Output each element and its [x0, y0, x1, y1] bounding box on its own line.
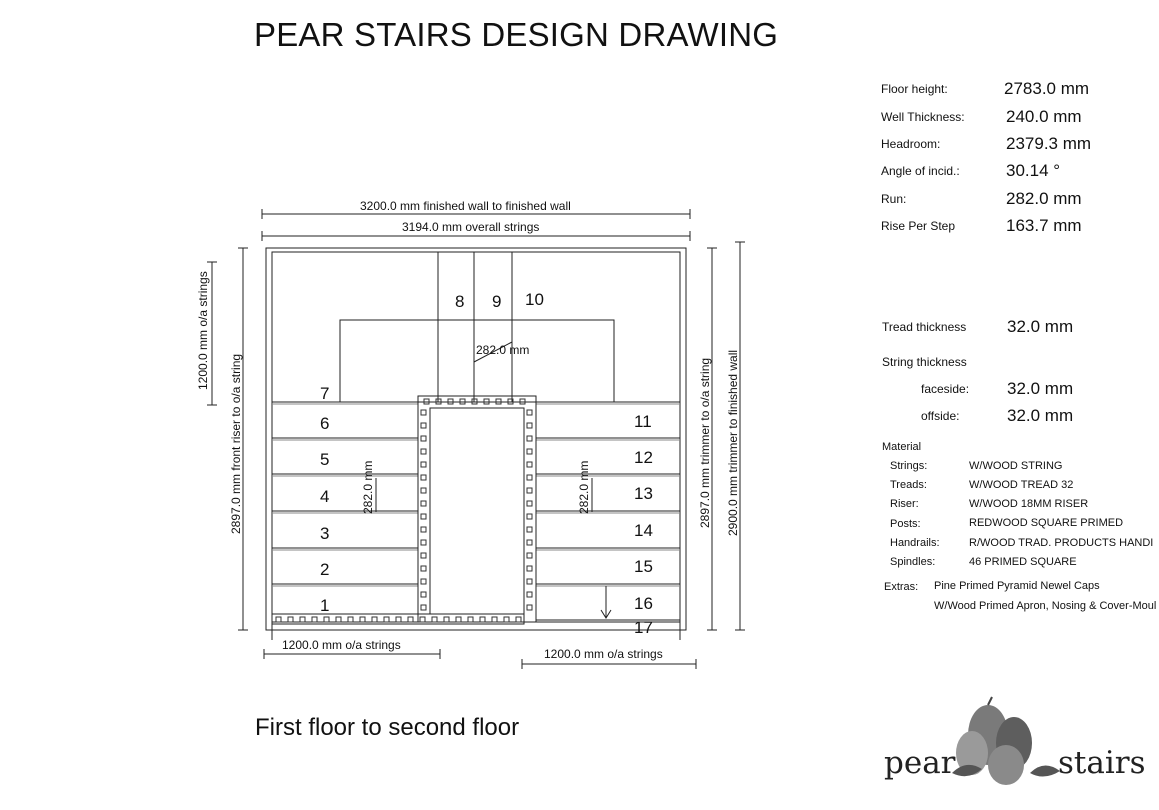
run-label: Run:: [881, 192, 907, 206]
spindle: [527, 579, 532, 584]
material-label-strings: Strings:: [890, 460, 928, 472]
logo-text-stairs: stairs: [1058, 745, 1146, 781]
spindle: [396, 617, 401, 622]
spindle: [421, 462, 426, 467]
well-thickness-value: 240.0 mm: [1006, 107, 1082, 126]
dim-overall-strings: 3194.0 mm overall strings: [402, 220, 540, 234]
going-arrows: [376, 342, 592, 512]
faceside-value: 32.0 mm: [1007, 379, 1074, 398]
spindle: [504, 617, 509, 622]
spindle: [421, 501, 426, 506]
material-value-posts: REDWOOD SQUARE PRIMED: [969, 517, 1124, 529]
logo-text-pear: pear: [884, 745, 956, 781]
step-4: 4: [320, 487, 330, 506]
spindle: [300, 617, 305, 622]
spindle: [480, 617, 485, 622]
step-16: 16: [634, 594, 653, 613]
string-thickness-label: String thickness: [882, 355, 967, 369]
spindle: [421, 592, 426, 597]
spindle: [360, 617, 365, 622]
material-value-strings: W/WOOD STRING: [969, 460, 1063, 472]
spindle: [456, 617, 461, 622]
dim-bottom-left: 1200.0 mm o/a strings: [282, 638, 401, 652]
dim-wall-to-wall: 3200.0 mm finished wall to finished wall: [360, 199, 571, 213]
material-heading: Material: [882, 441, 922, 453]
dim-trimmer-wall: 2900.0 mm trimmer to finished wall: [726, 349, 740, 536]
spindle: [408, 617, 413, 622]
headroom-label: Headroom:: [881, 137, 941, 151]
well-thickness-label: Well Thickness:: [881, 110, 965, 124]
spindle: [527, 605, 532, 610]
spindle: [444, 617, 449, 622]
step-2: 2: [320, 560, 330, 579]
spindle: [527, 566, 532, 571]
material-value-treads: W/WOOD TREAD 32: [969, 479, 1074, 491]
spindle: [421, 605, 426, 610]
run-value: 282.0 mm: [1006, 189, 1082, 208]
spindle: [421, 423, 426, 428]
step-3: 3: [320, 524, 330, 543]
spindle: [527, 553, 532, 558]
spindle: [421, 514, 426, 519]
spindle: [421, 449, 426, 454]
spindle: [421, 488, 426, 493]
spindle: [384, 617, 389, 622]
spindle: [468, 617, 473, 622]
offside-value: 32.0 mm: [1007, 406, 1074, 425]
step-7: 7: [320, 384, 330, 403]
dim-going-top: 282.0 mm: [476, 343, 530, 357]
step-5: 5: [320, 450, 330, 469]
step-1: 1: [320, 596, 330, 615]
spindle: [527, 462, 532, 467]
material-label-riser: Riser:: [890, 498, 919, 510]
dim-front-riser: 2897.0 mm front riser to o/a string: [229, 353, 243, 534]
spindle: [421, 475, 426, 480]
spindle: [312, 617, 317, 622]
step-14: 14: [634, 521, 653, 540]
material-label-handrails: Handrails:: [890, 537, 940, 549]
spindle: [527, 475, 532, 480]
material-label-treads: Treads:: [890, 479, 927, 491]
material-value-handrails: R/WOOD TRAD. PRODUCTS HANDI: [969, 537, 1154, 549]
step-11: 11: [634, 412, 652, 431]
spindle: [421, 566, 426, 571]
tread-thickness-label: Tread thickness: [882, 320, 967, 334]
spindle: [324, 617, 329, 622]
spindle: [276, 617, 281, 622]
material-value-spindles: 46 PRIMED SQUARE: [969, 556, 1077, 568]
spindle: [336, 617, 341, 622]
spindle: [421, 527, 426, 532]
step-8: 8: [455, 292, 465, 311]
dim-left-oa-top: 1200.0 mm o/a strings: [196, 271, 210, 390]
spindle: [421, 436, 426, 441]
step-9: 9: [492, 292, 502, 311]
angle-label: Angle of incid.:: [881, 164, 960, 178]
spindle: [527, 514, 532, 519]
rise-value: 163.7 mm: [1006, 216, 1082, 235]
spindle: [492, 617, 497, 622]
pear-stairs-logo: [880, 695, 1146, 795]
extras-label: Extras:: [884, 581, 919, 593]
extras-item-1: Pine Primed Pyramid Newel Caps: [934, 580, 1100, 592]
spindle: [288, 617, 293, 622]
offside-label: offside:: [921, 409, 960, 423]
spindle: [527, 501, 532, 506]
dim-going-right: 282.0 mm: [577, 460, 591, 514]
dim-bottom-right: 1200.0 mm o/a strings: [544, 647, 663, 661]
walkline-arrow: [601, 586, 611, 618]
step-10: 10: [525, 290, 544, 309]
dimension-lines: [207, 209, 745, 669]
spindle: [372, 617, 377, 622]
step-13: 13: [634, 484, 653, 503]
spindle: [527, 449, 532, 454]
spindle: [348, 617, 353, 622]
spindle: [527, 410, 532, 415]
extras-item-2: W/Wood Primed Apron, Nosing & Cover-Moul: [934, 600, 1157, 612]
material-label-spindles: Spindles:: [890, 556, 936, 568]
tread-thickness-value: 32.0 mm: [1007, 317, 1074, 336]
spindle: [527, 436, 532, 441]
spindle: [420, 617, 425, 622]
spindle: [421, 553, 426, 558]
floor-height-value: 2783.0 mm: [1004, 79, 1090, 98]
spindle: [432, 617, 437, 622]
spindle: [527, 540, 532, 545]
step-17: 17: [634, 618, 653, 637]
faceside-label: faceside:: [921, 382, 970, 396]
spindle: [527, 423, 532, 428]
spindle: [527, 592, 532, 597]
spindle: [516, 617, 521, 622]
dim-trimmer-oa: 2897.0 mm trimmer to o/a string: [698, 357, 712, 528]
rise-label: Rise Per Step: [881, 219, 956, 233]
spindle: [527, 527, 532, 532]
material-label-posts: Posts:: [890, 518, 921, 530]
step-15: 15: [634, 557, 653, 576]
material-value-riser: W/WOOD 18MM RISER: [969, 498, 1089, 510]
stair-frame: [266, 248, 686, 640]
angle-value: 30.14 °: [1006, 161, 1061, 180]
dim-going-left: 282.0 mm: [361, 460, 375, 514]
spindle: [421, 410, 426, 415]
spindle: [421, 540, 426, 545]
spindle: [527, 488, 532, 493]
step-12: 12: [634, 448, 653, 467]
step-6: 6: [320, 414, 330, 433]
headroom-value: 2379.3 mm: [1006, 134, 1092, 153]
drawing-subtitle: First floor to second floor: [255, 714, 520, 741]
spindle: [421, 579, 426, 584]
floor-height-label: Floor height:: [881, 82, 948, 96]
page-title: PEAR STAIRS DESIGN DRAWING: [254, 16, 779, 53]
